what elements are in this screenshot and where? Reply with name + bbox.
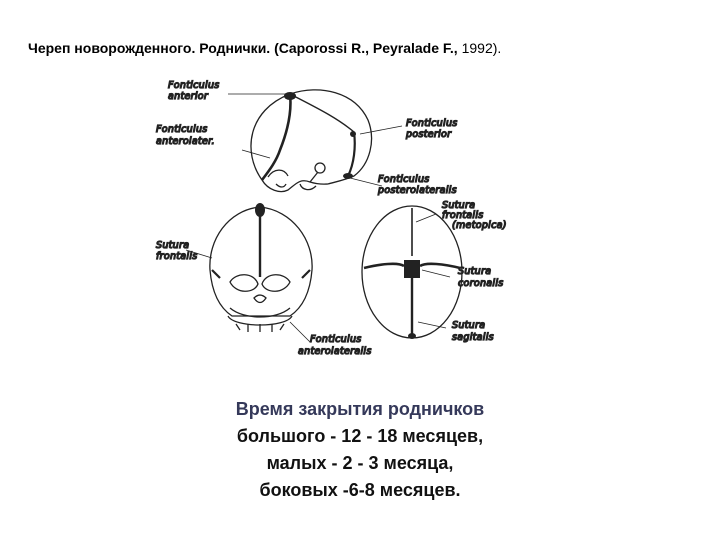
- label-fonticulus-anterolateralis: Fonticulus anterolateralis: [298, 334, 372, 357]
- skull-drawing: [150, 72, 550, 372]
- caption-line-small: малых - 2 - 3 месяца,: [266, 453, 454, 473]
- label-fonticulus-posterolateralis: Fonticulus posterolateralis: [378, 174, 457, 196]
- caption-title: Время закрытия родничков: [235, 399, 485, 419]
- skull-lateral-view: [251, 90, 372, 192]
- label-fonticulus-posterior: Fonticulus posterior: [406, 118, 458, 140]
- label-sutura-coronalis: Sutura coronalis: [458, 266, 504, 289]
- skull-illustration: [150, 72, 550, 372]
- slide-title: [28, 40, 501, 56]
- label-fonticulus-anterior: Fonticulus anterior: [168, 80, 220, 102]
- caption-line-lateral: боковых -6-8 месяцев.: [259, 480, 461, 500]
- label-sutura-frontalis: Sutura frontalis: [156, 240, 198, 262]
- label-fonticulus-anterolater: Fonticulus anterolater.: [156, 124, 215, 147]
- title-year: 1992).: [461, 40, 502, 56]
- caption-line-large: большого - 12 - 18 месяцев,: [236, 426, 484, 446]
- label-sutura-sagitalis: Sutura sagitalis: [452, 320, 494, 343]
- title-text: Череп новорожденного. Роднички. (Caporossi R., Peyralade F.,: [28, 40, 462, 56]
- fontanelle-closure-caption: [160, 396, 560, 504]
- skull-frontal-view: [210, 203, 312, 332]
- skull-top-view: [362, 206, 462, 339]
- label-sutura-frontalis-metopica: Sutura frontalis (metopica): [442, 200, 507, 231]
